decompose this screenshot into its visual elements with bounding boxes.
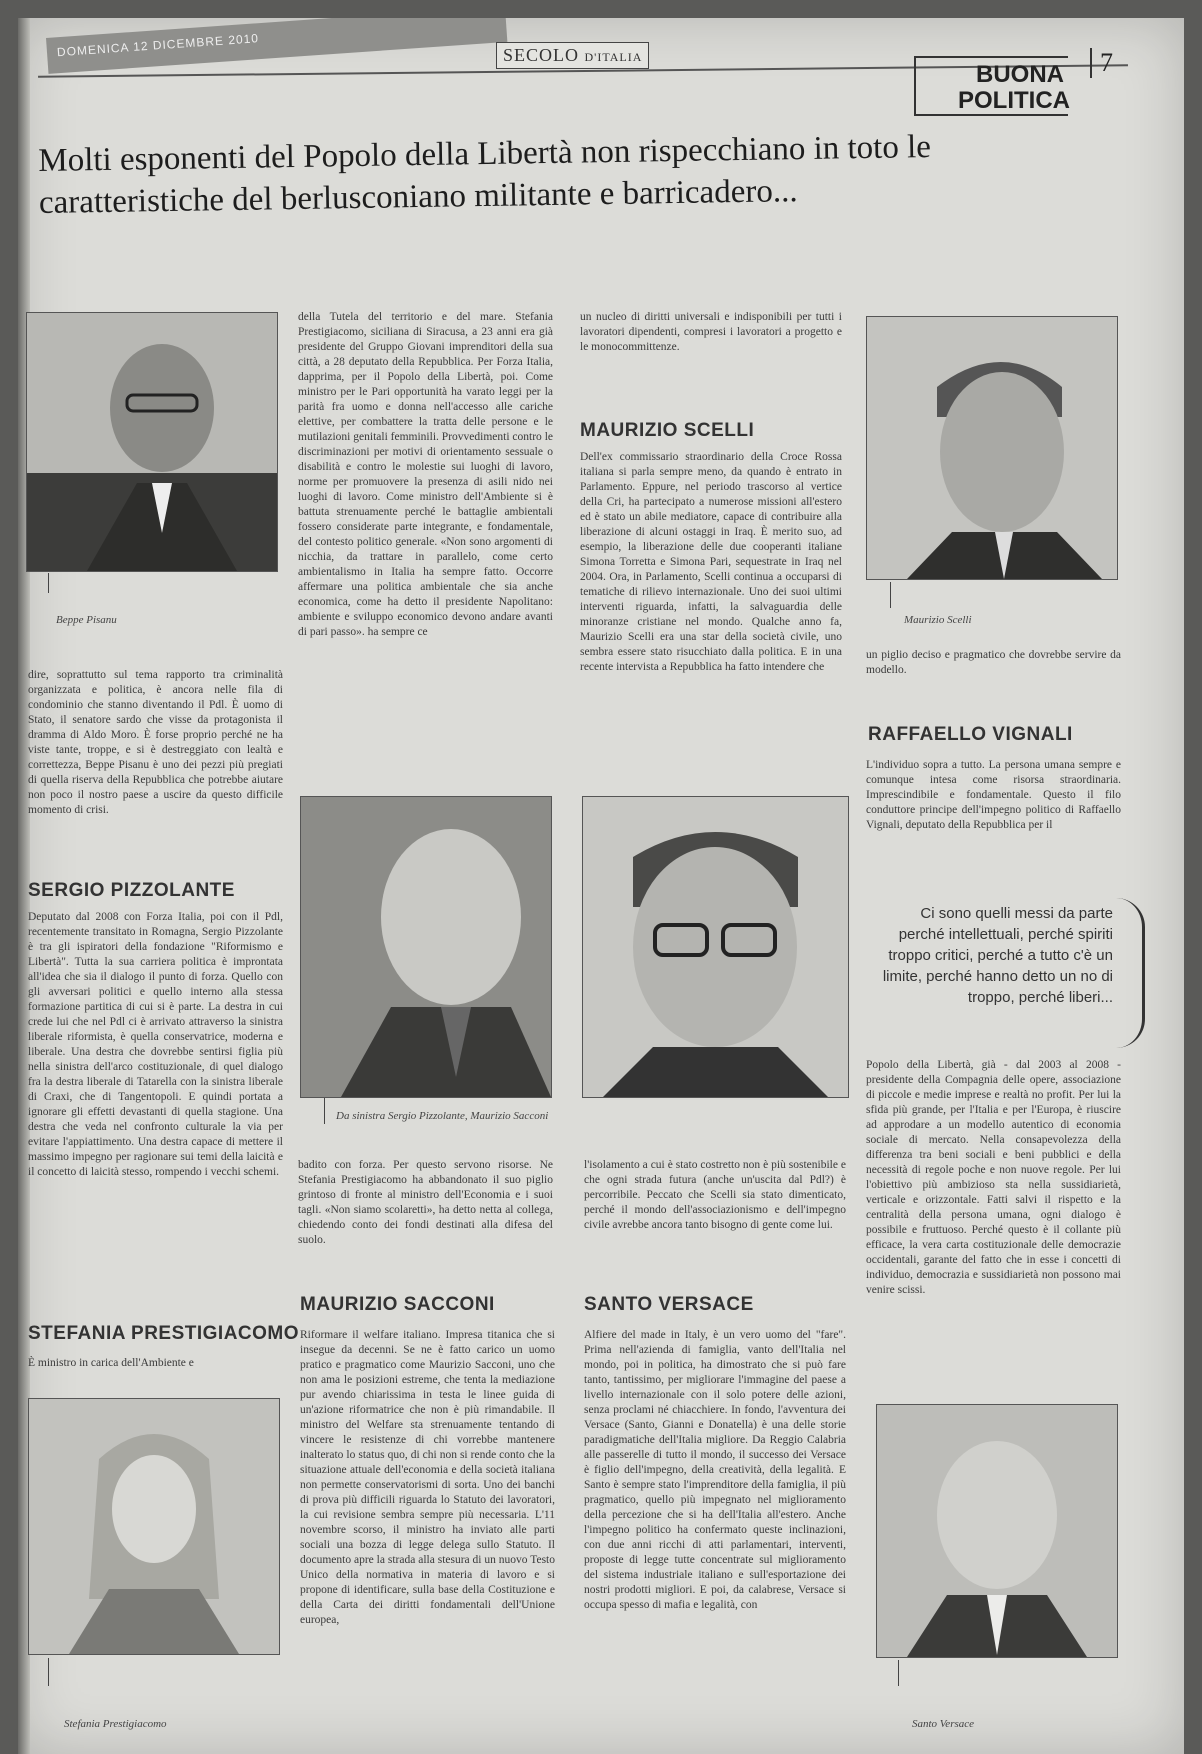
text-scelli: Dell'ex commissario straordinario della Croce Rossa italiana si parla sempre meno, da quando è entrato in Parlamento. Eppure, nel periodo trascorso al vertice della Cri, ha partecipato a numerose missioni all'estero ed è stato un abile mediatore, capace di contribuire alla liberazione di alcuni ostaggi in Iraq. È merito suo, ad esempio, la liberazione delle due cooperanti italiane Simona Torretta e Simona Pari, sequestrate in Iraq nel 2004. Ora, in Parlamento, Scelli continua a occuparsi di tematiche di rilievo internazionale. Uno dei suoi ultimi interventi riguarda, infatti, la salvaguardia delle minoranze cristiane nel mondo. Qualche anno fa, Maurizio Scelli era una star della società civile, uno sembra essere stato risucchiato dalla politica. E in una recente intervista a Repubblica ha fatto intendere che [580,451,842,673]
text-prestigiacomo-start: È ministro in carica dell'Ambiente e [28,1357,194,1369]
caption-versace: Santo Versace [912,1718,975,1730]
text-vignali-start: L'individuo sopra a tutto. La persona umana sempre e comunque intesa come risorsa straordinaria. Imprescindibile e fondamentale. Questo il filo conduttore principe dell'impegno politico di Raffaello Vignali, deputato della Repubblica per il [866,759,1121,831]
section-label: BUONA POLITICA [958,61,1070,114]
pull-quote: Ci sono quelli messi da parte perché intellettuali, perché spiriti troppo critici, perché a tutto c'è un limite, perché hanno detto un no di troppo, perché liberi... [882,905,1113,1006]
text-pizzolante: Deputato dal 2008 con Forza Italia, poi con il Pdl, recentemente transitato in Romagna, Sergio Pizzolante è tra gli ispiratori della fondazione "Riformismo e Libertà". Tutta la sua carriera politica è improntata all'idea che sia il dialogo il punto di forza. Quello con gli avversari politici e quello interno alla stessa formazione partitica di cui si è parte. La destra in cui crede lui che nel Pdl ci è arrivato attraverso la sinistra liberale riformista, è quella conservatrice, moderna e liberale. Una destra che dovrebbe sentirsi figlia più nella sinistra dell'arco costituzionale, di quel dialogo fra la destra liberale di Tatarella con la sinistra liberale di Craxi, che di Tangentopoli. E quindi portata a ignorare gli effetti devastanti di quella stagione. Una destra che veda nel confronto culturale la via per evitare l'appiattimento. Una destra capace di mettere il massimo impegno per ragionare sui temi della laicità e il concetto di laicità stesso, rompendo i vecchi schemi. [28,911,283,1178]
portrait-scelli-image [867,317,1117,579]
photo-pisanu [26,312,278,572]
newspaper-page [18,18,1184,1754]
text-column-2-top: della Tutela del territorio e del mare. Stefania Prestigiacomo, siciliana di Siracusa, a 23 anni era già presidente del Gruppo Giovani imprenditori della sua città, a 28 deputato della Repubblica. Per Forza Italia, dapprima, per il Popolo della Libertà, poi. Come ministro per le Pari opportunità ha varato leggi per la parità fra uomo e donna nell'accesso alle cariche elettive, per combattere la tratta delle persone e le mutilazioni genitali femminili. Provvedimenti contro le discriminazioni per motivi di orientamento sessuale o disabilità e contro le molestie sui luoghi di lavoro, norme per promuovere la presenza di asili nido nei luoghi di lavoro. Come ministro dell'Ambiente si è battuta strenuamente perché le battaglie ambientali fossero considerate parte integrante, e fondamentale, del contesto politico generale. «Non sono argomenti di nicchia, da trattare in parallelo, come certo ambientalismo in Italia ha sempre fatto. Occorre affermare una politica ambientale che sia anche economica, come ha detto il presidente Napolitano: ambiente e sviluppo economico devono andare avanti di pari passo». ha sempre ce [298,311,553,638]
text-sacconi: Riformare il welfare italiano. Impresa titanica che si insegue da decenni. Se ne è fatto carico un uomo pratico e pragmatico come Maurizio Sacconi, uno che non ama le posizioni estreme, che tenta la mediazione pur avendo chiarissima in testa le linee guida di un'azione riformatrice che non è più rimandabile. Il ministro del Welfare sta strenuamente tentando di vincere le resistenze di chi vorrebbe mantenere inalterato lo status quo, di chi non si rende conto che la situazione attuale dell'economia e della società italiana non permette conservatorismi di sorta. Uno dei banchi di prova più difficili riguarda lo Statuto dei lavoratori, la cui revisione sembra sempre più necessaria. L'11 novembre scorso, il ministro ha inviato alle parti sociali una bozza di legge delega sullo Statuto. Il documento apre la strada alla stesura di un nuovo Testo Unico della normativa in materia di lavoro e si propone di identificare, sulla base della Costituzione e della Carta dei diritti fondamentali dell'Unione europea, [300,1329,555,1626]
portrait-pizzolante-image [301,797,551,1097]
caption-rule [324,1098,325,1124]
caption-prestigiacomo: Stefania Prestigiacomo [64,1718,167,1730]
caption-pisanu: Beppe Pisanu [56,614,117,626]
photo-sacconi [582,796,849,1098]
newspaper-name: SECOLO D'ITALIA [496,42,649,69]
text-versace: Alfiere del made in Italy, è un vero uomo del "fare". Prima nell'azienda di famiglia, vanto dell'Italia nel mondo, poi in politica, ha dimostrato che si può fare tanto, tantissimo, per migliorare l'immagine del paese a livello internazionale con il solo potere delle azioni, senza proclami né chiacchiere. In fondo, l'avventura dei Versace (Santo, Gianni e Donatella) è una delle storie paradigmatiche dell'Italia migliore. Da Reggio Calabria alle passerelle di tutto il mondo, il successo dei Versace è figlio dell'impegno, della creatività, della legalità. E Santo è sempre stato l'imprenditore della famiglia, il più pragmatico, quello più impegnato nel miglioramento della percezione che si ha dell'Italia all'estero. Anche l'impegno politico ha confermato queste inclinazioni, con due anni ricchi di atti parlamentari, interventi, proposte di legge tutte concentrate sul miglioramento del sistema industriale italiano e sull'esportazione dei nostri prodotti migliori. E poi, da calabrese, Versace si occupa spesso di mafia e legalità, con [584,1329,846,1611]
text-column-3-top: un nucleo di diritti universali e indisponibili per tutti i lavoratori dipendenti, compresi i lavoratori a progetto e le monocommittenze. [580,311,842,353]
text-column-3-mid: l'isolamento a cui è stato costretto non è più sostenibile e che ogni strada futura (anche un'uscita dal Pdl?) è percorribile. Peccato che Scelli sia stato dimenticato, perché il mondo dell'associazionismo e dell'impegno civile avrebbe ancora tanto bisogno di gente come lui. [584,1159,846,1231]
caption-rule [890,582,891,608]
page-number: 7 [1090,48,1113,78]
caption-rule [898,1660,899,1686]
headline: Molti esponenti del Popolo della Libertà non rispecchiano in toto le caratteristiche del berlusconiano militante e barricadero... [38,128,932,221]
pull-quote-bracket [1116,898,1145,1048]
photo-prestigiacomo [28,1398,280,1655]
name-sacconi: MAURIZIO SACCONI [300,1294,495,1315]
text-scelli-tail: un piglio deciso e pragmatico che dovrebbe servire da modello. [866,649,1121,676]
portrait-pisanu-image [27,313,277,571]
caption-scelli: Maurizio Scelli [904,614,972,626]
date-bar [46,18,507,74]
photo-versace [876,1404,1118,1658]
text-column-2-mid: badito con forza. Per questo servono risorse. Ne Stefania Prestigiacomo ha abbandonato il suo piglio grintoso di fronte al ministro dell'Economia e i suoi tagli. «Non siamo scolaretti», ha detto netta al collega, chiedendo conto dei fondi destinati alla difesa del suolo. [298,1159,553,1246]
portrait-versace-image [877,1405,1117,1657]
name-versace: SANTO VERSACE [584,1294,754,1315]
photo-scelli [866,316,1118,580]
name-scelli: MAURIZIO SCELLI [580,420,755,441]
portrait-prestigiacomo-image [29,1399,279,1654]
text-vignali-end: Popolo della Libertà, già - dal 2003 al 2008 - presidente della Compagnia delle opere, associazione di piccole e medie imprese e realtà no profit. Per lui la sfida più grande, per l'Italia e per l'Europa, è riuscire ad approdare a un modello autentico di economia sociale di mercato. Nella consapevolezza della differenza tra beni sociali e beni pubblici e della necessità di regole poche e non nuove regole. Per lui l'obiettivo più ambizioso sta nella sussidiarietà, verticale e orizzontale. Fatti salvi il rispetto e la centralità della persona umana, ogni dialogo è possibile e fruttuoso. Perché questo è il collante più efficace, la vera carta costituzionale delle democrazie occidentali, garante del fatto che in esse i concetti di individuo, democrazia e sussidiarietà non possono mai venire scissi. [866,1059,1121,1296]
caption-pair: Da sinistra Sergio Pizzolante, Maurizio Sacconi [336,1110,549,1122]
name-pizzolante: SERGIO PIZZOLANTE [28,880,235,901]
caption-rule [48,1658,49,1686]
portrait-sacconi-image [583,797,848,1097]
newspaper-name-suffix: D'ITALIA [584,50,643,64]
name-vignali: RAFFAELLO VIGNALI [868,724,1073,745]
issue-date: DOMENICA 12 DICEMBRE 2010 [56,31,260,60]
name-prestigiacomo: STEFANIA PRESTIGIACOMO [28,1323,300,1344]
photo-pizzolante [300,796,552,1098]
caption-rule [48,573,49,593]
text-pisanu-tail: dire, soprattutto sul tema rapporto tra criminalità organizzata e politica, è ancora nelle fila di condominio che stanno diventando il Pdl. È uomo di Stato, il senatore sardo che visse da protagonista il dramma di Aldo Moro. È forse proprio perché ne ha viste tante, troppe, e si è destreggiato con lealtà e correttezza, Beppe Pisanu è uno dei pezzi più pregiati di quella riserva della Repubblica che potrebbe aiutare non poco il nostro paese a uscire da questo difficile momento di crisi. [28,669,283,816]
